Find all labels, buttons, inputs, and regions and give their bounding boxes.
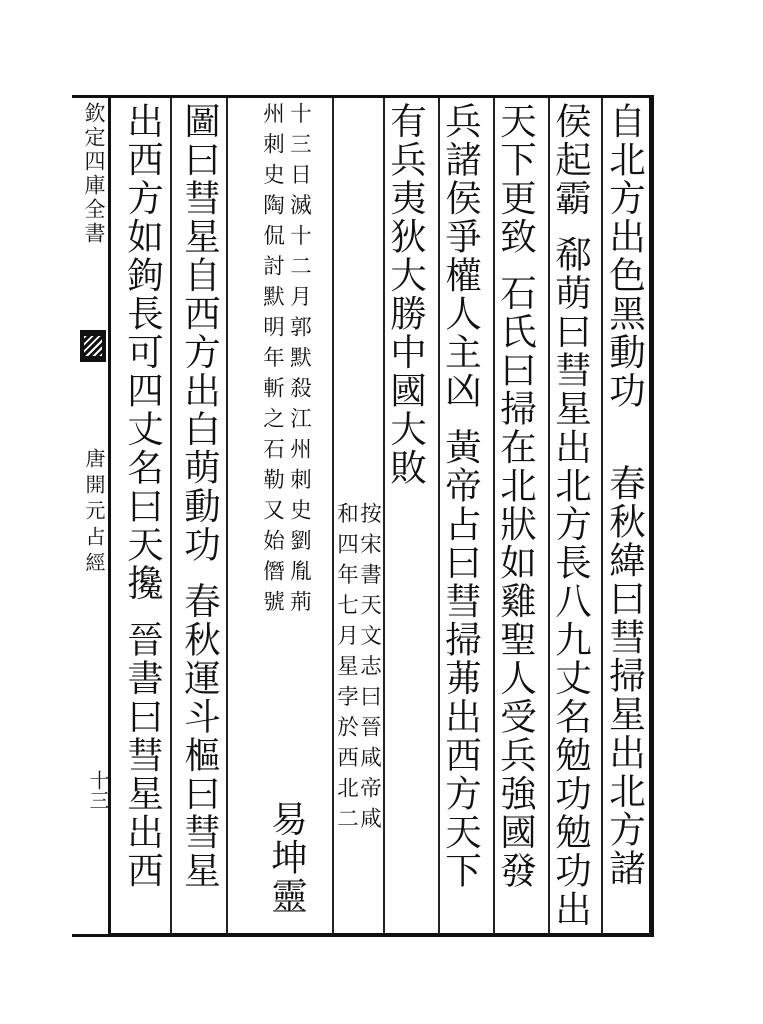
column-text: 出西方如鉤長可四丈名曰天攙 <box>121 102 165 603</box>
column-divider <box>226 98 228 934</box>
annotation-note: 十三日滅十二月郭默殺江州刺史劉胤荊 <box>286 102 312 621</box>
annotation-note: 和四年七月星孛於西北二 <box>333 502 359 838</box>
column-divider <box>170 98 172 934</box>
column-text: 圖曰彗星自西方出白萌動功 <box>178 102 222 564</box>
fishtail-mark-icon <box>80 330 106 362</box>
text-column-8 <box>265 800 309 916</box>
column-text: 春秋運斗樞曰彗星 <box>178 582 222 890</box>
column-text: 天下更致 <box>494 102 538 256</box>
column-text: 自北方出色黑動功 <box>603 102 647 410</box>
annotation-note: 州刺史陶侃討默明年斬之石勒又始僭號 <box>259 102 285 621</box>
page-number: 十三 <box>86 770 110 810</box>
column-text: 侯起霸 <box>549 102 593 218</box>
text-column-4 <box>439 102 483 890</box>
column-text: 晉書曰彗星出西 <box>121 620 165 890</box>
column-text: 易坤靈 <box>265 800 309 916</box>
annotation-note: 按宋書天文志曰晉咸帝咸 <box>356 502 382 838</box>
column-text: 兵諸侯爭權人主凶 <box>439 102 483 410</box>
text-column-5 <box>384 102 428 487</box>
text-column-9 <box>178 102 222 890</box>
column-text: 有兵夷狄大勝中國大敗 <box>384 102 428 487</box>
column-text: 郗萌曰彗星出北方長八九丈名勉功勉功出 <box>549 235 593 929</box>
column-text: 黃帝占曰彗掃茀出西方天下 <box>439 428 483 890</box>
text-column-10 <box>121 102 165 890</box>
book-title: 唐開元占經 <box>82 448 106 578</box>
column-text: 春秋緯曰彗掃星出北方諸 <box>603 464 647 888</box>
text-column-3 <box>494 102 538 890</box>
column-text: 石氏曰掃在北狀如雞聖人受兵強國發 <box>494 274 538 890</box>
series-title: 欽定四庫全書 <box>82 102 106 246</box>
text-column-1 <box>603 102 647 888</box>
text-column-2 <box>549 102 593 929</box>
